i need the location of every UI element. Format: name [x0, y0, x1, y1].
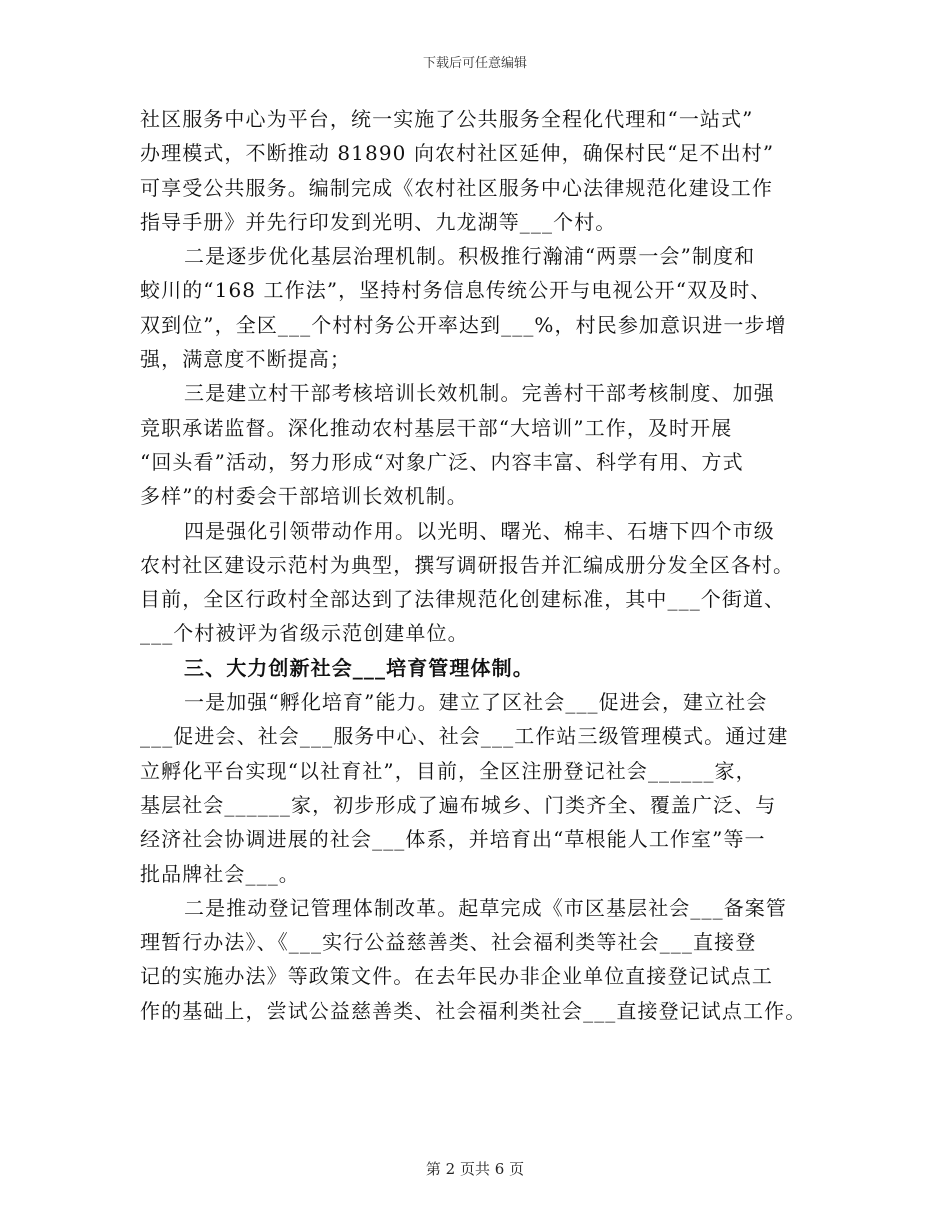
text-line: 一是加强“孵化培育”能力。建立了区社会___促进会，建立社会 [184, 690, 768, 715]
text-line: 作的基础上，尝试公益慈善类、社会福利类社会___直接登记试点工作。 [140, 998, 807, 1023]
text-line: 三是建立村干部考核培训长效机制。完善村干部考核制度、加强 [184, 381, 775, 406]
text-line: 可享受公共服务。编制完成《农村社区服务中心法律规范化建设工作 [140, 175, 773, 200]
text-line: 农村社区建设示范村为典型，撰写调研报告并汇编成册分发全区各村。 [140, 552, 795, 577]
text-line: ___个村被评为省级示范创建单位。 [140, 621, 469, 646]
text-line: 社区服务中心为平台，统一实施了公共服务全程化代理和“一站式” [140, 107, 754, 131]
text-line: 竞职承诺监督。深化推动农村基层干部“大培训”工作，及时开展 [140, 415, 733, 440]
text-line: 强，满意度不断提高； [140, 347, 351, 372]
text-line: 记的实施办法》等政策文件。在去年民办非企业单位直接登记试点工 [140, 964, 773, 989]
text-line: 双到位”，全区___个村村务公开率达到___%，村民参加意识进一步增 [140, 312, 787, 337]
page-header: 下载后可任意编辑 [422, 56, 527, 71]
text-line: 基层社会______家，初步形成了遍布城乡、门类齐全、覆盖广泛、与 [140, 792, 777, 817]
text-line: ___促进会、社会___服务中心、社会___工作站三级管理模式。通过建 [140, 724, 789, 749]
text-line: 多样”的村委会干部培训长效机制。 [140, 484, 468, 509]
text-line: 办理模式，不断推动 81890 向农村社区延伸，确保村民“足不出村” [140, 141, 775, 166]
text-line: 批品牌社会___。 [140, 861, 300, 886]
text-line: 立孵化平台实现“以社育社”，目前，全区注册登记社会______家， [140, 758, 757, 783]
text-line: “回头看”活动，努力形成“对象广泛、内容丰富、科学有用、方式 [140, 449, 744, 474]
text-line: 指导手册》并先行印发到光明、九龙湖等___个村。 [140, 209, 617, 234]
section-heading-line: 三、大力创新社会___培育管理体制。 [184, 655, 534, 680]
text-line: 理暂行办法》、《___实行公益慈善类、社会福利类等社会___直接登 [140, 930, 757, 955]
text-line: 经济社会协调进展的社会___体系，并培育出“草根能人工作室”等一 [140, 827, 766, 852]
text-line: 二是推动登记管理体制改革。起草完成《市区基层社会___备案管 [184, 895, 787, 920]
text-line: 目前，全区行政村全部达到了法律规范化创建标准，其中___个街道、 [140, 587, 786, 612]
text-line: 二是逐步优化基层治理机制。积极推行瀚浦“两票一会”制度和 [184, 244, 756, 269]
text-line: 四是强化引领带动作用。以光明、曙光、棉丰、石塘下四个市级 [184, 518, 775, 543]
text-line: 蛟川的“168 工作法”，坚持村务信息传统公开与电视公开“双及时、 [140, 278, 772, 303]
document-body [140, 102, 820, 1028]
page-footer: 第 2 页共 6 页 [425, 1160, 525, 1178]
